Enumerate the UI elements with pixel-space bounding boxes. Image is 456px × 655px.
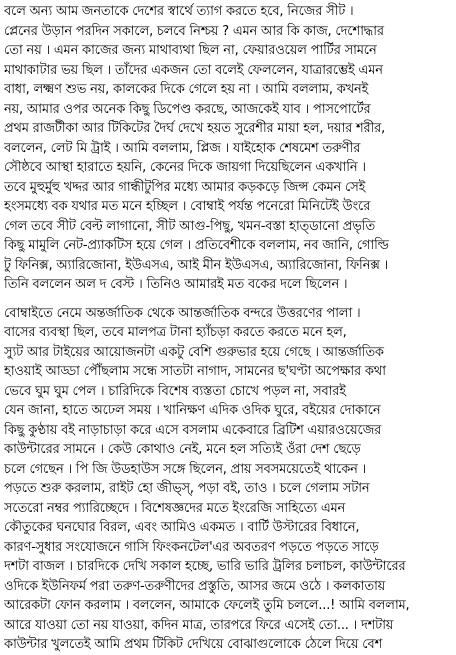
text-line: হংসমধ্যে বক যথার মত মনে হচ্ছিল । বোম্বাই পর্যন্ত পনেরো মিনিটেই উংরে [4,199,371,214]
paragraph-2 [4,304,452,655]
text-line: দশটা বাজল । চারদিকে দেখি সকাল হচ্ছে, ভারি ভারি ট্রলির চলাচল, কাউন্টারের [4,559,406,574]
text-line: হাওয়াই আড্ডা পৌঁছলাম সন্ধে সাতটা নাগাদ, সামনের ছ'ঘণ্টা অপেক্ষার কথা [4,364,386,379]
text-line: সতেরো নম্বর প্যারিচ্ছেদে । বিশেষজ্ঞদের মতে ইংরেজি সাহিত্যে এমন [4,500,346,516]
text-line: ওদিকে ইউনিফর্ম পরা তরুণ-তরুণীদের প্রস্তুতি, আসর জমে ওঠে । কলকাতায় [4,578,386,594]
text-line: ভেবে ঘুম ঘুম পেল । চারিদিকে বিশেষ ব্যস্ততা চোখে পড়ল না, সবারই [4,383,346,399]
text-line: টু ফিনিক্স, অ্যারিজোনা, ইউএসএ, আই মীন ইউএসএ, অ্যারিজোনা, ফিনিক্স । [4,257,389,273]
text-line: প্লেনের উড়ান পরদিন সকালে, চলবে নিশ্চয় ? এমন আর কি কাজ, দেশোদ্ধার [4,23,384,39]
text-line: কাউন্টারের সামনে । কেউ কোথাও নেই, মনে হল সত্যিই ওঁরা দেশ ছেড়ে [4,442,361,457]
text-line: বাসের ব্যবস্থা ছিল, তবে মালপত্র টানা হ্যাঁচড়া করতে করতে মনে হল, [4,325,347,340]
text-line: তিনি বললেন অল দ বেস্ট । তিনিও আমারই মত বকের দলে ছিলেন । [4,277,348,292]
text-line: সৌষ্ঠবে আস্থা হারাতে হয়নি, কেনের দিকে জায়গা দিয়েছিলেন একখানি । [4,160,366,175]
text-line: কিছু কুণ্ঠায় বই নাড়াচাড়া করে এসে বসলাম একেবারে ব্রিটিশ এয়ারওয়েজের [4,422,382,438]
text-line: তবে মুহুর্মুহু খদ্দর আর গান্ধীটুপির মধ্যে আমার কড়কড়ে জিন্স কেমন সেই [4,179,366,195]
text-line: কৌতুকের ঘনঘোর বিরল, এবং আমিও একমত । বার্টি উস্টারের বিধানে, [4,520,360,535]
text-line: আরেকটা ফোন করলাম । বললেন, আমাকে ফেলেই তুমি চললে...! আমি বললাম, [4,598,410,613]
text-line: পড়তে শুরু করলাম, রাইট হো জীভ্স্, পড়া বই, তাও । চলে গেলাম সটান [4,481,370,496]
text-line: কিছু মামুলি নেট-প্র্যাকটিস হয়ে গেল । প্রতিবেশীকে বললাম, নব জানি, গোল্ডি [4,238,389,253]
text-line: আরে যাওয়া তো নয় যাওয়া, কদিন মাত্র, তারপরে ফিরে এসেই তো... । দশটায় [4,617,394,633]
text-line: বাধা, লক্ষ্মণ শুভ নয়, কালকের দিকে গেলে হয় না । আমি বললাম, কখনই [4,82,369,97]
text-line: যেন জানা, হাতে অঢেল সময় । খানিক্ষণ এদিক ওদিক ঘুরে, বইয়ের দোকানে [4,403,381,418]
paragraph-1 [4,2,452,295]
text-line: তো নয় । এমন কাজের জন্য মাথাব্যথা ছিল না, ফেয়ারওয়েল পার্টির সামনে [4,43,377,58]
text-line: গেল তবে সীট বেল্ট লাগানো, সীট আগু-পিছু, খমন-বস্তা হাত্ডানো প্রভৃতি [4,218,375,234]
text-line: কাউন্টার খুলতেই আমি প্রথম টিকিট দেখিয়ে বোঝাগুলোকে ঠেলে দিয়ে বেশ [4,637,383,652]
text-line: প্রথম রাজটীকা আর টিকিটের দৈর্ঘ দেখে হয়ত সুরেশীর মায়া হল, দয়ার শরীর, [4,121,386,136]
text-line: বললেন, লেট মি ট্রাই । আমি বললাম, প্লিজ । যাইহোক শেষমেশ তরুণীর [4,140,361,156]
text-line: কারণ-সুধার সংযোজনে গাসি ফিংকনটেল'এর অবতরণ পড়তে পড়তে সাড়ে [4,539,379,555]
text-line: বোম্বাইতে নেমে অন্তর্জাতিক থেকে আন্তর্জাতিক বন্দরে উত্তরণের পালা । [4,305,361,321]
text-line: চলে গেছেন । পি জি উডহাউস সঙ্গে ছিলেন, প্রায় সবসময়েতেই থাকেন । [4,461,367,477]
text-line: মাথাকাটার ভয় ছিল । তাঁদের একজন তো বলেই ফেললেন, যাত্রারম্ভেই এমন [4,62,383,78]
text-line: বলে অন্য আম জনতাকে দেশের স্বার্থে ত্যাগ করতে হবে, নিজের সীট । [4,4,354,19]
text-line: স্যুট আর টাইয়ের আয়োজনটা একটু বেশি গুরুভার হয়ে গেছে । আন্তর্জাতিক [4,344,384,360]
text-line: নয়, আমার ওপর অনেক কিছু ডিপেণ্ড করছে, আজকেই যাব । পাসপোর্টের [4,101,371,117]
